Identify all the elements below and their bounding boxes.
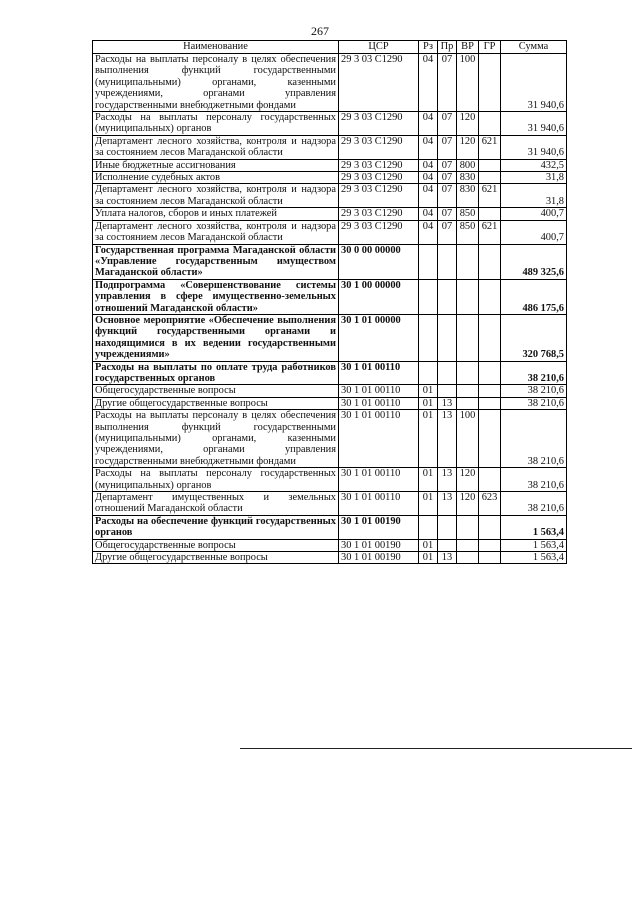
- row-sum: 1 563,4: [501, 539, 567, 551]
- row-gr: 623: [479, 492, 501, 516]
- row-pr: 07: [438, 54, 457, 112]
- row-vr: [457, 279, 479, 314]
- row-rz: 04: [419, 159, 438, 171]
- row-pr: [438, 279, 457, 314]
- table-row: [93, 244, 567, 279]
- footer-rule: [240, 748, 632, 749]
- row-rz: [419, 361, 438, 385]
- row-pr: [438, 314, 457, 361]
- row-sum: 489 325,6: [501, 244, 567, 279]
- row-pr: 13: [438, 492, 457, 516]
- row-rz: 04: [419, 208, 438, 220]
- row-csr: 30 0 00 00000: [339, 244, 419, 279]
- row-sum: 400,7: [501, 220, 567, 244]
- row-pr: 07: [438, 112, 457, 136]
- row-vr: 120: [457, 112, 479, 136]
- row-sum: 38 210,6: [501, 492, 567, 516]
- row-csr: 29 3 03 С1290: [339, 184, 419, 208]
- row-gr: [479, 552, 501, 564]
- table-row: [93, 552, 567, 564]
- row-pr: 07: [438, 184, 457, 208]
- row-vr: [457, 385, 479, 397]
- header-gr: ГР: [479, 41, 501, 54]
- row-name: Другие общегосударственные вопросы: [93, 552, 339, 564]
- row-gr: [479, 172, 501, 184]
- row-gr: [479, 410, 501, 468]
- table-row: [93, 159, 567, 171]
- row-rz: 01: [419, 410, 438, 468]
- row-csr: 29 3 03 С1290: [339, 112, 419, 136]
- table-row: [93, 279, 567, 314]
- row-csr: 29 3 03 С1290: [339, 208, 419, 220]
- table-row: [93, 397, 567, 409]
- row-gr: [479, 385, 501, 397]
- row-csr: 30 1 01 00190: [339, 515, 419, 539]
- row-rz: 01: [419, 468, 438, 492]
- row-pr: 13: [438, 410, 457, 468]
- row-sum: 38 210,6: [501, 468, 567, 492]
- row-name: Общегосударственные вопросы: [93, 539, 339, 551]
- row-name: Уплата налогов, сборов и иных платежей: [93, 208, 339, 220]
- row-rz: 01: [419, 492, 438, 516]
- row-rz: 04: [419, 135, 438, 159]
- row-vr: [457, 361, 479, 385]
- header-sum: Сумма: [501, 41, 567, 54]
- row-sum: 31,8: [501, 184, 567, 208]
- row-pr: [438, 385, 457, 397]
- row-sum: 31 940,6: [501, 54, 567, 112]
- header-pr: Пр: [438, 41, 457, 54]
- table-row: [93, 184, 567, 208]
- table-row: [93, 172, 567, 184]
- table-row: [93, 54, 567, 112]
- header-csr: ЦСР: [339, 41, 419, 54]
- budget-table: [92, 40, 567, 564]
- row-sum: 31,8: [501, 172, 567, 184]
- row-sum: 1 563,4: [501, 515, 567, 539]
- row-gr: [479, 361, 501, 385]
- row-vr: 100: [457, 54, 479, 112]
- table-row: [93, 468, 567, 492]
- row-rz: [419, 314, 438, 361]
- row-vr: [457, 397, 479, 409]
- row-rz: 04: [419, 184, 438, 208]
- row-csr: 29 3 03 С1290: [339, 220, 419, 244]
- table-row: [93, 385, 567, 397]
- row-name: Департамент имущественных и земельных отношений Магаданской области: [93, 492, 339, 516]
- row-gr: [479, 515, 501, 539]
- row-name: Расходы на обеспечение функций государственных органов: [93, 515, 339, 539]
- row-name: Подпрограмма «Совершенствование системы управления в сфере имущественно-земельных отношений Магаданской области»: [93, 279, 339, 314]
- row-csr: 29 3 03 С1290: [339, 159, 419, 171]
- row-gr: [479, 397, 501, 409]
- row-csr: 30 1 00 00000: [339, 279, 419, 314]
- row-sum: 432,5: [501, 159, 567, 171]
- row-pr: [438, 244, 457, 279]
- row-vr: 850: [457, 220, 479, 244]
- table-row: [93, 112, 567, 136]
- row-name: Департамент лесного хозяйства, контроля и надзора за состоянием лесов Магаданской области: [93, 184, 339, 208]
- table-row: [93, 539, 567, 551]
- header-name: Наименование: [93, 41, 339, 54]
- row-sum: 38 210,6: [501, 361, 567, 385]
- row-gr: [479, 112, 501, 136]
- table-row: [93, 135, 567, 159]
- row-rz: 04: [419, 54, 438, 112]
- row-name: Расходы на выплаты персоналу в целях обеспечения выполнения функций государственными (муниципальными) органами, казенными учреждениями, органами управления государственными внебюджетными фондами: [93, 54, 339, 112]
- row-sum: 38 210,6: [501, 397, 567, 409]
- row-csr: 29 3 03 С1290: [339, 172, 419, 184]
- row-sum: 31 940,6: [501, 135, 567, 159]
- row-gr: [479, 314, 501, 361]
- row-vr: [457, 314, 479, 361]
- table-body: [93, 54, 567, 564]
- row-name: Расходы на выплаты персоналу в целях обеспечения выполнения функций государственными (муниципальными) органами, казенными учреждениями, органами управления государственными внебюджетными фондами: [93, 410, 339, 468]
- table-row: [93, 208, 567, 220]
- row-csr: 30 1 01 00000: [339, 314, 419, 361]
- row-gr: [479, 159, 501, 171]
- table-row: [93, 515, 567, 539]
- row-gr: 621: [479, 220, 501, 244]
- row-vr: 850: [457, 208, 479, 220]
- row-rz: 04: [419, 112, 438, 136]
- row-csr: 29 3 03 С1290: [339, 135, 419, 159]
- row-name: Расходы на выплаты персоналу государственных (муниципальных) органов: [93, 112, 339, 136]
- table-row: [93, 314, 567, 361]
- row-name: Государственная программа Магаданской области «Управление государственным имуществом Магаданской области»: [93, 244, 339, 279]
- row-pr: 07: [438, 159, 457, 171]
- row-sum: 1 563,4: [501, 552, 567, 564]
- row-name: Иные бюджетные ассигнования: [93, 159, 339, 171]
- row-vr: 120: [457, 468, 479, 492]
- row-vr: [457, 539, 479, 551]
- row-name: Другие общегосударственные вопросы: [93, 397, 339, 409]
- row-rz: [419, 279, 438, 314]
- row-sum: 31 940,6: [501, 112, 567, 136]
- table-row: [93, 492, 567, 516]
- row-pr: 13: [438, 552, 457, 564]
- row-vr: 120: [457, 492, 479, 516]
- page-number: 267: [311, 24, 329, 38]
- row-pr: [438, 515, 457, 539]
- row-rz: 01: [419, 385, 438, 397]
- row-sum: 320 768,5: [501, 314, 567, 361]
- row-name: Расходы на выплаты по оплате труда работников государственных органов: [93, 361, 339, 385]
- row-vr: 120: [457, 135, 479, 159]
- row-csr: 30 1 01 00110: [339, 492, 419, 516]
- row-gr: [479, 279, 501, 314]
- row-gr: 621: [479, 184, 501, 208]
- row-name: Департамент лесного хозяйства, контроля и надзора за состоянием лесов Магаданской области: [93, 135, 339, 159]
- row-rz: [419, 244, 438, 279]
- row-rz: 01: [419, 539, 438, 551]
- row-pr: 07: [438, 135, 457, 159]
- row-pr: [438, 539, 457, 551]
- table-row: [93, 361, 567, 385]
- row-pr: 07: [438, 208, 457, 220]
- row-name: Общегосударственные вопросы: [93, 385, 339, 397]
- row-sum: 38 210,6: [501, 385, 567, 397]
- header-rz: Рз: [419, 41, 438, 54]
- row-csr: 30 1 01 00110: [339, 397, 419, 409]
- row-gr: [479, 54, 501, 112]
- row-pr: 13: [438, 468, 457, 492]
- row-pr: 13: [438, 397, 457, 409]
- row-vr: 100: [457, 410, 479, 468]
- row-vr: 830: [457, 172, 479, 184]
- table-row: [93, 410, 567, 468]
- row-gr: 621: [479, 135, 501, 159]
- row-sum: 486 175,6: [501, 279, 567, 314]
- row-gr: [479, 208, 501, 220]
- row-csr: 30 1 01 00110: [339, 361, 419, 385]
- row-csr: 29 3 03 С1290: [339, 54, 419, 112]
- row-vr: [457, 552, 479, 564]
- row-pr: [438, 361, 457, 385]
- row-vr: [457, 244, 479, 279]
- row-gr: [479, 539, 501, 551]
- row-csr: 30 1 01 00190: [339, 552, 419, 564]
- table-row: [93, 220, 567, 244]
- row-csr: 30 1 01 00190: [339, 539, 419, 551]
- row-vr: 800: [457, 159, 479, 171]
- row-gr: [479, 244, 501, 279]
- row-gr: [479, 468, 501, 492]
- header-row: [93, 41, 567, 54]
- header-vr: ВР: [457, 41, 479, 54]
- row-pr: 07: [438, 220, 457, 244]
- row-name: Расходы на выплаты персоналу государственных (муниципальных) органов: [93, 468, 339, 492]
- row-rz: 04: [419, 172, 438, 184]
- row-name: Департамент лесного хозяйства, контроля и надзора за состоянием лесов Магаданской области: [93, 220, 339, 244]
- row-vr: [457, 515, 479, 539]
- row-csr: 30 1 01 00110: [339, 468, 419, 492]
- row-name: Основное мероприятие «Обеспечение выполнения функций государственными органами и находящимися в их ведении государственными учреждениями»: [93, 314, 339, 361]
- row-rz: 01: [419, 397, 438, 409]
- row-rz: [419, 515, 438, 539]
- row-name: Исполнение судебных актов: [93, 172, 339, 184]
- row-rz: 04: [419, 220, 438, 244]
- row-vr: 830: [457, 184, 479, 208]
- row-sum: 400,7: [501, 208, 567, 220]
- row-sum: 38 210,6: [501, 410, 567, 468]
- row-rz: 01: [419, 552, 438, 564]
- row-csr: 30 1 01 00110: [339, 385, 419, 397]
- row-pr: 07: [438, 172, 457, 184]
- row-csr: 30 1 01 00110: [339, 410, 419, 468]
